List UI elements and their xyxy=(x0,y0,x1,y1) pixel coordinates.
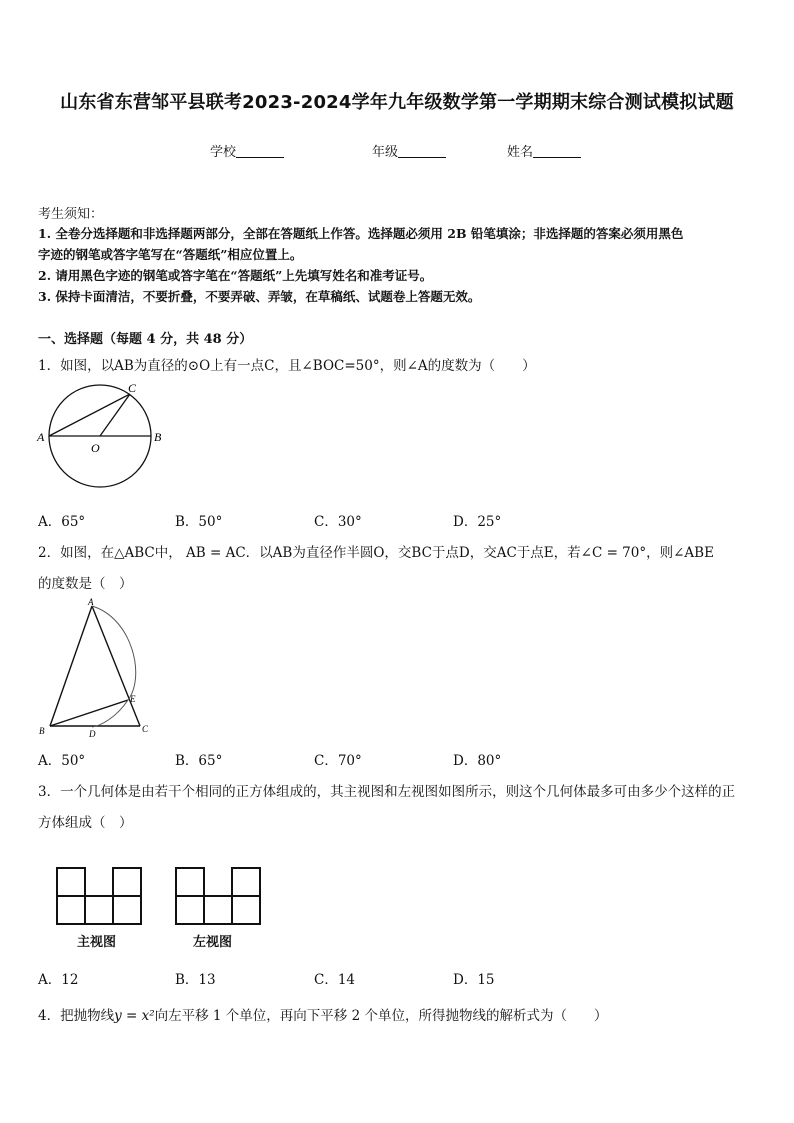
q2-option-a[interactable]: A．50° xyxy=(38,753,86,769)
q3-option-d[interactable]: D．15 xyxy=(453,972,495,988)
name-field xyxy=(507,141,581,160)
q4-stem xyxy=(38,1004,607,1024)
q1-stem: 1．如图，以AB为直径的⊙O上有一点C，且∠BOC=50°，则∠A的度数为（ ） xyxy=(38,358,536,374)
school-field xyxy=(210,141,284,160)
notice-item-2: 2. 请用黑色字迹的钢笔或答字笔在“答题纸”上先填写姓名和准考证号。 xyxy=(38,268,433,283)
q2-side-ab xyxy=(50,606,92,726)
q2-label-a: A xyxy=(88,597,94,607)
q4-formula: y = x² xyxy=(114,1008,155,1024)
q1-radius-oc xyxy=(100,394,130,436)
q1-option-d[interactable]: D．25° xyxy=(453,514,502,530)
q3-stem: 3．一个几何体是由若干个相同的正方体组成的，其主视图和左视图如图所示，则这个几何体最多可由多少个这样的正 xyxy=(38,784,736,800)
q2-label-e: E xyxy=(130,694,136,704)
q3-front-view-label: 主视图 xyxy=(77,935,117,950)
q2-label-c: C xyxy=(142,724,149,734)
q1-label-a: A xyxy=(37,430,45,444)
q2-triangle-figure xyxy=(36,596,156,740)
q1-option-b[interactable]: B．50° xyxy=(175,514,223,530)
section-heading: 一、选择题（每题 4 分，共 48 分） xyxy=(38,332,253,347)
q3-stem-2: 方体组成（ ） xyxy=(38,815,133,831)
q2-stem: 2．如图，在△ABC中， AB = AC．以AB为直径作半圆O，交BC于点D，交AC于点E，若∠C = 70°，则∠ABE xyxy=(38,545,714,561)
q3-option-b[interactable]: B．13 xyxy=(175,972,216,988)
q4-stem-pre: 4．把抛物线 xyxy=(38,1008,115,1024)
q1-label-c: C xyxy=(128,381,137,395)
q3-option-a[interactable]: A．12 xyxy=(38,972,79,988)
grade-field xyxy=(372,141,446,160)
q3-left-view-label: 左视图 xyxy=(193,935,233,950)
q2-label-b: B xyxy=(39,726,45,736)
q1-option-a[interactable]: A．65° xyxy=(38,514,86,530)
notice-item-1a: 1. 全卷分选择题和非选择题两部分，全部在答题纸上作答。选择题必须用 2B 铅笔填涂；非选择题的答案必须用黑色 xyxy=(38,226,684,241)
q3-option-c[interactable]: C．14 xyxy=(314,972,356,988)
q2-option-b[interactable]: B．65° xyxy=(175,753,223,769)
school-blank xyxy=(236,145,284,158)
notice-item-1b: 字迹的钢笔或答字笔写在“答题纸”相应位置上。 xyxy=(38,247,303,262)
name-blank xyxy=(533,145,581,158)
page-title: 山东省东营邹平县联考2023-2024学年九年级数学第一学期期末综合测试模拟试题 xyxy=(60,92,734,113)
q2-option-d[interactable]: D．80° xyxy=(453,753,502,769)
q1-option-c[interactable]: C．30° xyxy=(314,514,362,530)
name-label: 姓名 xyxy=(507,145,534,160)
notice-heading: 考生须知： xyxy=(38,207,104,222)
notice-item-3: 3. 保持卡面清洁，不要折叠，不要弄破、弄皱，在草稿纸、试题卷上答题无效。 xyxy=(38,289,481,304)
q1-label-o: O xyxy=(91,441,100,455)
q2-label-d: D xyxy=(89,729,96,739)
q2-option-c[interactable]: C．70° xyxy=(314,753,362,769)
q2-segment-be xyxy=(50,700,128,726)
q3-left-view xyxy=(176,868,260,924)
q2-side-ac xyxy=(92,606,140,726)
q4-stem-post: 向左平移 1 个单位，再向下平移 2 个单位，所得抛物线的解析式为（ ） xyxy=(154,1008,608,1024)
q1-circle-figure xyxy=(34,380,174,490)
q1-chord-ac xyxy=(49,394,130,436)
q3-front-view xyxy=(57,868,141,924)
q1-label-b: B xyxy=(154,430,162,444)
grade-label: 年级 xyxy=(372,145,399,160)
grade-blank xyxy=(398,145,446,158)
school-label: 学校 xyxy=(210,145,237,160)
q2-stem-2: 的度数是（ ） xyxy=(38,576,133,592)
